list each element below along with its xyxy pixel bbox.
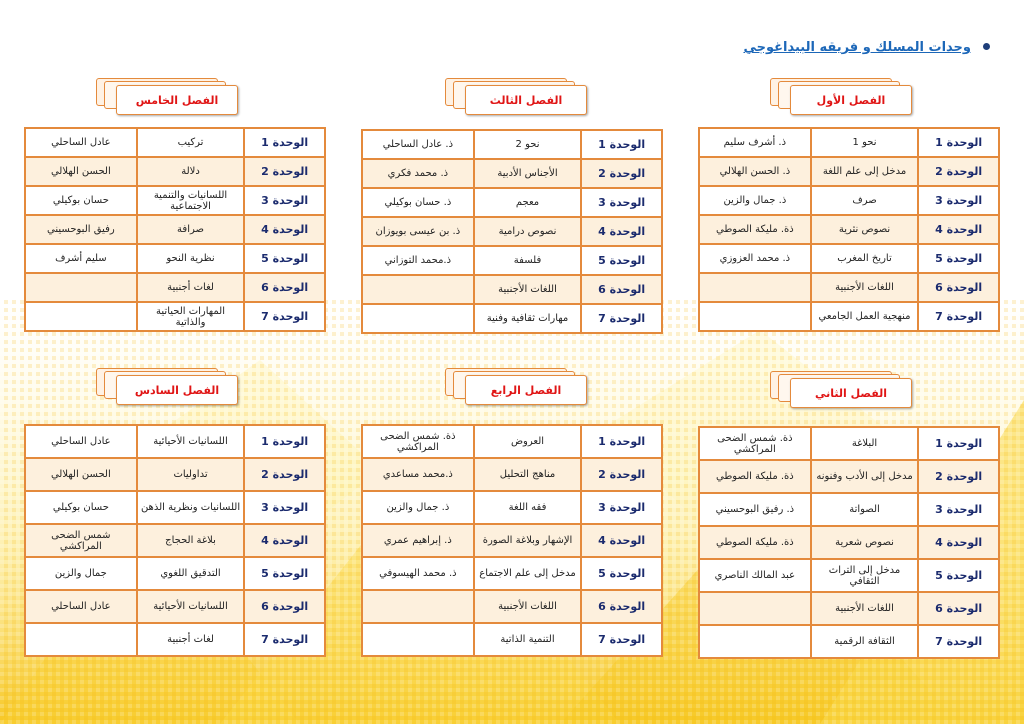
teacher-name [25, 623, 137, 656]
module-name: صرافة [137, 215, 245, 244]
module-name: تاريخ المغرب [811, 244, 919, 273]
table-row [25, 425, 325, 458]
teacher-name: عادل الساحلي [25, 590, 137, 623]
table-row [699, 302, 999, 331]
teacher-name: ذة. مليكة الصوطي [699, 460, 811, 493]
semester-title-tab [116, 85, 238, 115]
table-row [362, 275, 662, 304]
semester-title: الفصل الخامس [135, 93, 219, 107]
teacher-name: ذ. أشرف سليم [699, 128, 811, 157]
teacher-name [699, 592, 811, 625]
unit-label: الوحدة 2 [581, 458, 662, 491]
teacher-name: ذة. مليكة الصوطي [699, 215, 811, 244]
unit-label: الوحدة 6 [581, 590, 662, 623]
module-name: البلاغة [811, 427, 919, 460]
teacher-name [699, 273, 811, 302]
module-name: الثقافة الرقمية [811, 625, 919, 658]
table-row [25, 157, 325, 186]
module-name: العروض [474, 425, 582, 458]
module-name: بلاغة الحجاج [137, 524, 245, 557]
table-row [362, 425, 662, 458]
module-name: مهارات ثقافية وفنية [474, 304, 582, 333]
module-name: اللغات الأجنبية [474, 590, 582, 623]
table-row [25, 458, 325, 491]
table-row [362, 304, 662, 333]
module-name: مدخل إلى علم اللغة [811, 157, 919, 186]
teacher-name: ذ. جمال والزين [362, 491, 474, 524]
teacher-name: ذ. عادل الساحلي [362, 130, 474, 159]
teacher-name: ذ. جمال والزين [699, 186, 811, 215]
table-row [362, 491, 662, 524]
table-row [699, 157, 999, 186]
module-name: التدقيق اللغوي [137, 557, 245, 590]
table-row [362, 623, 662, 656]
teacher-name: الحسن الهلالي [25, 157, 137, 186]
teacher-name: ذ. حسان بوكيلي [362, 188, 474, 217]
table-row [699, 128, 999, 157]
module-name: لغات أجنبية [137, 623, 245, 656]
teacher-name [699, 302, 811, 331]
unit-label: الوحدة 5 [918, 559, 999, 592]
unit-label: الوحدة 7 [918, 625, 999, 658]
module-name: الإشهار وبلاغة الصورة [474, 524, 582, 557]
teacher-name: ذ. بن عيسى بويوزان [362, 217, 474, 246]
teacher-name [362, 623, 474, 656]
unit-label: الوحدة 3 [918, 186, 999, 215]
teacher-name: عادل الساحلي [25, 425, 137, 458]
unit-label: الوحدة 3 [581, 491, 662, 524]
unit-label: الوحدة 5 [244, 244, 325, 273]
teacher-name [362, 304, 474, 333]
module-name: اللغات الأجنبية [811, 273, 919, 302]
page-title: وحدات المسلك و فريقه البيداغوجي [743, 40, 971, 55]
semester-title: الفصل الثاني [814, 386, 888, 400]
module-name: نصوص درامية [474, 217, 582, 246]
table-row [699, 186, 999, 215]
table-row [362, 458, 662, 491]
unit-label: الوحدة 5 [244, 557, 325, 590]
semester-title: الفصل الرابع [490, 383, 562, 397]
module-name: التنمية الذاتية [474, 623, 582, 656]
teacher-name: عادل الساحلي [25, 128, 137, 157]
teacher-name: ذ. الحسن الهلالي [699, 157, 811, 186]
semester-title-tab [790, 85, 912, 115]
module-name: فقه اللغة [474, 491, 582, 524]
module-name: نصوص نثرية [811, 215, 919, 244]
unit-label: الوحدة 7 [244, 623, 325, 656]
teacher-name [362, 275, 474, 304]
unit-label: الوحدة 6 [244, 590, 325, 623]
table-row [25, 244, 325, 273]
unit-label: الوحدة 1 [244, 128, 325, 157]
unit-label: الوحدة 6 [918, 592, 999, 625]
unit-label: الوحدة 6 [244, 273, 325, 302]
table-row [699, 244, 999, 273]
unit-label: الوحدة 1 [918, 128, 999, 157]
unit-label: الوحدة 6 [581, 275, 662, 304]
teacher-name: شمس الضحى المراكشي [25, 524, 137, 557]
teacher-name: ذ.محمد مساعدي [362, 458, 474, 491]
module-name: اللسانيات والتنمية الاجتماعية [137, 186, 245, 215]
table-row [699, 526, 999, 559]
unit-label: الوحدة 7 [918, 302, 999, 331]
module-name: صرف [811, 186, 919, 215]
teacher-name: ذة. شمس الضحى المراكشي [699, 427, 811, 460]
table-row [362, 159, 662, 188]
table-row [25, 215, 325, 244]
table-row [699, 460, 999, 493]
unit-label: الوحدة 2 [918, 157, 999, 186]
bullet-icon [983, 43, 990, 50]
table-row [25, 491, 325, 524]
teacher-name: ذ.محمد التوزاني [362, 246, 474, 275]
teacher-name: الحسن الهلالي [25, 458, 137, 491]
unit-label: الوحدة 1 [581, 130, 662, 159]
module-name: مدخل إلى الأدب وفنونه [811, 460, 919, 493]
module-name: مدخل إلى علم الاجتماع [474, 557, 582, 590]
table-row [699, 625, 999, 658]
semester-title-tab [465, 375, 587, 405]
module-name: اللسانيات الأحيائية [137, 425, 245, 458]
table-row [25, 273, 325, 302]
table-row [699, 427, 999, 460]
unit-label: الوحدة 5 [581, 246, 662, 275]
unit-label: الوحدة 6 [918, 273, 999, 302]
teacher-name: ذ. محمد العزوزي [699, 244, 811, 273]
table-row [699, 215, 999, 244]
unit-label: الوحدة 7 [244, 302, 325, 331]
semester-title-tab [116, 375, 238, 405]
module-name: مدخل إلى التراث الثقافي [811, 559, 919, 592]
table-row [25, 128, 325, 157]
table-row [25, 590, 325, 623]
unit-label: الوحدة 3 [918, 493, 999, 526]
module-name: الأجناس الأدبية [474, 159, 582, 188]
unit-label: الوحدة 4 [244, 524, 325, 557]
teacher-name: ذ. محمد فكري [362, 159, 474, 188]
table-row [362, 590, 662, 623]
table-row [25, 524, 325, 557]
table-row [25, 186, 325, 215]
table-row [362, 130, 662, 159]
table-row [699, 493, 999, 526]
unit-label: الوحدة 4 [581, 217, 662, 246]
unit-label: الوحدة 3 [244, 186, 325, 215]
module-name: معجم [474, 188, 582, 217]
table-row [699, 273, 999, 302]
unit-label: الوحدة 4 [581, 524, 662, 557]
semester-title: الفصل الأول [816, 93, 886, 107]
unit-label: الوحدة 4 [244, 215, 325, 244]
semester-table [24, 127, 326, 332]
unit-label: الوحدة 5 [918, 244, 999, 273]
module-name: نظرية النحو [137, 244, 245, 273]
semester-title-tab [465, 85, 587, 115]
module-name: مناهج التحليل [474, 458, 582, 491]
module-name: اللغات الأجنبية [811, 592, 919, 625]
table-row [362, 217, 662, 246]
semester-title: الفصل السادس [134, 383, 220, 397]
teacher-name: ذة. شمس الضحى المراكشي [362, 425, 474, 458]
table-row [362, 524, 662, 557]
module-name: فلسفة [474, 246, 582, 275]
table-row [25, 302, 325, 331]
unit-label: الوحدة 2 [244, 458, 325, 491]
unit-label: الوحدة 1 [918, 427, 999, 460]
unit-label: الوحدة 1 [244, 425, 325, 458]
unit-label: الوحدة 7 [581, 304, 662, 333]
semester-title: الفصل الثالث [489, 93, 563, 107]
module-name: نصوص شعرية [811, 526, 919, 559]
module-name: اللغات الأجنبية [474, 275, 582, 304]
teacher-name: حسان بوكيلي [25, 491, 137, 524]
unit-label: الوحدة 1 [581, 425, 662, 458]
teacher-name [25, 302, 137, 331]
unit-label: الوحدة 4 [918, 526, 999, 559]
semester-table [698, 127, 1000, 332]
unit-label: الوحدة 3 [581, 188, 662, 217]
table-row [362, 188, 662, 217]
unit-label: الوحدة 2 [244, 157, 325, 186]
table-row [362, 246, 662, 275]
teacher-name: ذ. إبراهيم عمري [362, 524, 474, 557]
module-name: منهجية العمل الجامعي [811, 302, 919, 331]
page-heading [700, 36, 990, 55]
table-row [699, 592, 999, 625]
module-name: دلالة [137, 157, 245, 186]
table-row [25, 557, 325, 590]
unit-label: الوحدة 2 [581, 159, 662, 188]
teacher-name: ذ. رفيق البوحسيني [699, 493, 811, 526]
teacher-name [699, 625, 811, 658]
semester-table [361, 424, 663, 657]
teacher-name: سليم أشرف [25, 244, 137, 273]
module-name: اللسانيات الأحيائية [137, 590, 245, 623]
module-name: نحو 2 [474, 130, 582, 159]
table-row [25, 623, 325, 656]
teacher-name: حسان بوكيلي [25, 186, 137, 215]
unit-label: الوحدة 7 [581, 623, 662, 656]
module-name: الصواتة [811, 493, 919, 526]
teacher-name [25, 273, 137, 302]
teacher-name: عبد المالك الناصري [699, 559, 811, 592]
unit-label: الوحدة 5 [581, 557, 662, 590]
table-row [699, 559, 999, 592]
unit-label: الوحدة 3 [244, 491, 325, 524]
module-name: تداوليات [137, 458, 245, 491]
module-name: لغات أجنبية [137, 273, 245, 302]
semester-table [361, 129, 663, 334]
semester-table [698, 426, 1000, 659]
teacher-name [362, 590, 474, 623]
module-name: المهارات الحياتية والذاتية [137, 302, 245, 331]
module-name: نحو 1 [811, 128, 919, 157]
teacher-name: رفيق البوحسيني [25, 215, 137, 244]
table-row [362, 557, 662, 590]
unit-label: الوحدة 4 [918, 215, 999, 244]
teacher-name: جمال والزين [25, 557, 137, 590]
semester-title-tab [790, 378, 912, 408]
teacher-name: ذ. محمد الهيسوفي [362, 557, 474, 590]
semester-table [24, 424, 326, 657]
teacher-name: ذة. مليكة الصوطي [699, 526, 811, 559]
module-name: تركيب [137, 128, 245, 157]
unit-label: الوحدة 2 [918, 460, 999, 493]
module-name: اللسانيات ونظرية الذهن [137, 491, 245, 524]
